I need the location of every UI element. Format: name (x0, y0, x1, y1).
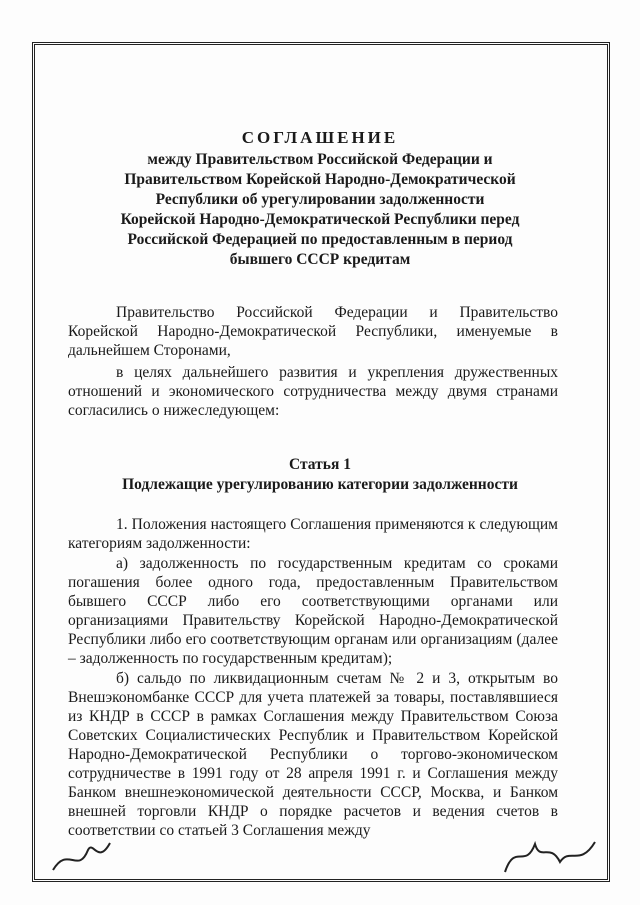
article-title: Подлежащие урегулированию категории задолженности (122, 476, 518, 493)
article-paragraph-1: 1. Положения настоящего Соглашения применяются к следующим категориям задолженности: (68, 516, 558, 552)
document-title: СОГЛАШЕНИЕ (241, 128, 399, 147)
preamble-paragraph-1: Правительство Российской Федерации и Правительство Корейской Народно-Демократической Республики, именуемые в дальнейшем Сторонами, (68, 304, 558, 359)
preamble-paragraph-2: в целях дальнейшего развития и укрепления дружественных отношений и экономического сотрудничества между двумя странами согласились о нижеследующем: (68, 364, 558, 419)
article-paragraph-b: б) сальдо по ликвидационным счетам № 2 и 3, открытым во Внешэкономбанке СССР для учета платежей за товары, поставлявшиеся из КНДР в СССР в рамках Соглашения между Правительством Союза Советских Социалистических Республик и Правительством Корейской Народно-Демократической Республики о торгово-экономическом сотрудничестве в 1991 году от 28 апреля 1991 г. и Соглашения между Банком внешнеэкономической деятельности СССР, Москва, и Банком внешней торговли КНДР о порядке расчетов и ведения счетов в соответствии со статьей 3 Соглашения между (68, 670, 558, 839)
article-number: Статья 1 (289, 456, 351, 473)
article-paragraph-a: а) задолженность по государственным кредитам со сроками погашения более одного года, предоставленным Правительством бывшего СССР либо его соответствующими органами или организациями Правительству Корейской Народно-Демократической Республики либо его соответствующим органам или организациям (далее – задолженность по государственным кредитам); (68, 555, 558, 667)
signature-left (48, 835, 118, 880)
document-subtitle: между Правительством Российской Федерации и Правительством Корейской Народно-Демократической Республики об урегулировании задолженности Корейской Народно-Демократической Республики перед Российской Федерацией по предоставленным в период бывшего СССР кредитам (120, 151, 520, 268)
signature-right (500, 832, 610, 880)
